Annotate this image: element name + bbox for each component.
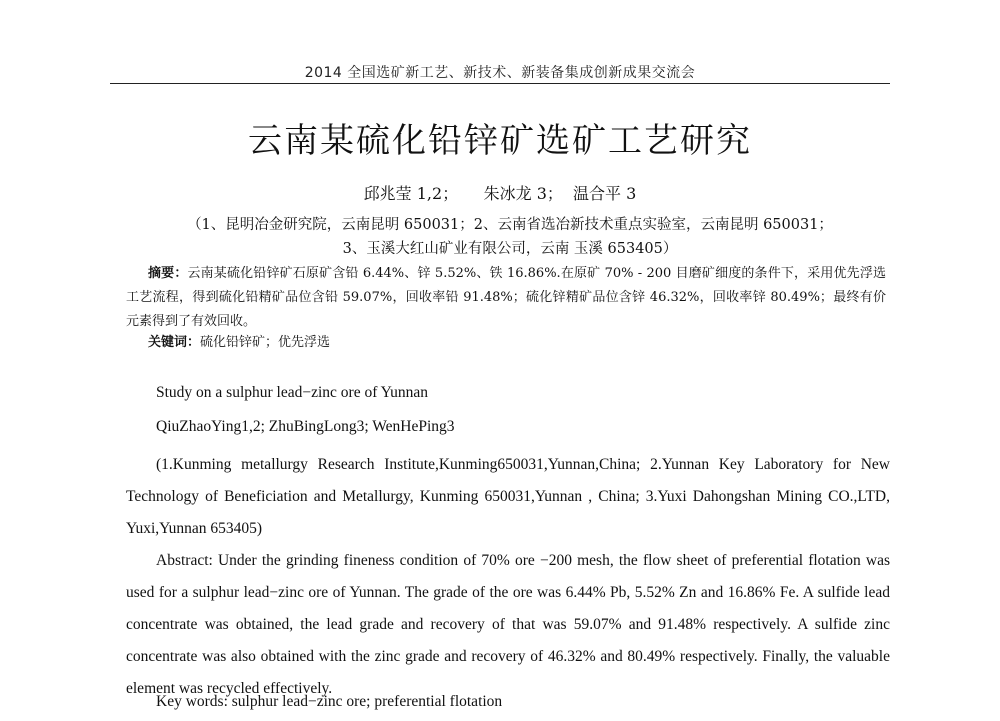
english-keywords: Key words: sulphur lead−zinc ore; preferential flotation (156, 693, 503, 710)
affiliations-cn-line2: 3、玉溪大红山矿业有限公司，云南 玉溪 653405） (342, 241, 678, 257)
keywords-cn-text: 硫化铅锌矿；优先浮选 (200, 335, 331, 350)
running-header: 2014 全国选矿新工艺、新技术、新装备集成创新成果交流会 (304, 65, 696, 81)
english-affiliations: (1.Kunming metallurgy Research Institute,Kunming650031,Yunnan,China; 2.Yunnan Key Laboratory for New Technology of Beneficiation and Metallurgy, Kunming 650031,Yunnan , China; 3.Yuxi Dahongshan Mining CO.,LTD, Yuxi,Yunnan 653405) (126, 456, 890, 537)
abstract-cn-text: 云南某硫化铅锌矿石原矿含铅 6.44%、锌 5.52%、铁 16.86%.在原矿 70% - 200 目磨矿细度的条件下，采用优先浮选工艺流程，得到硫化铅精矿品位含铅 59.07%，回收率铅 91.48%；硫化锌精矿品位含锌 46.32%，回收率锌 80.49%；最终有价元素得到了有效回收。 (126, 266, 886, 329)
abstract-cn-label: 摘要： (148, 266, 188, 281)
affiliations-cn-line1: （1、昆明冶金研究院，云南昆明 650031；2、云南省选冶新技术重点实验室，云南昆明 650031； (187, 217, 833, 233)
keywords-cn-label: 关键词： (148, 335, 201, 350)
paper-title: 云南某硫化铅锌矿选矿工艺研究 (248, 121, 752, 161)
english-authors: QiuZhaoYing1,2; ZhuBingLong3; WenHePing3 (156, 418, 455, 435)
affiliations-cn (130, 213, 890, 261)
authors-cn: 邱兆莹 1,2； 朱冰龙 3； 温合平 3 (363, 184, 637, 203)
keywords-cn (148, 331, 888, 350)
header-rule (110, 83, 890, 84)
abstract-cn (126, 262, 886, 334)
english-abstract: Abstract: Under the grinding fineness condition of 70% ore −200 mesh, the flow sheet of preferential flotation was used for a sulphur lead−zinc ore of Yunnan. The grade of the ore was 6.44% Pb, 5.52% Zn and 16.86% Fe. A sulfide lead concentrate was obtained, the lead grade and recovery of that was 59.07% and 91.48% respectively. A sulfide zinc concentrate was also obtained with the zinc grade and recovery of 46.32% and 80.49% respectively. Finally, the valuable element was recycled effectively. (126, 552, 890, 697)
english-title: Study on a sulphur lead−zinc ore of Yunnan (156, 384, 429, 401)
